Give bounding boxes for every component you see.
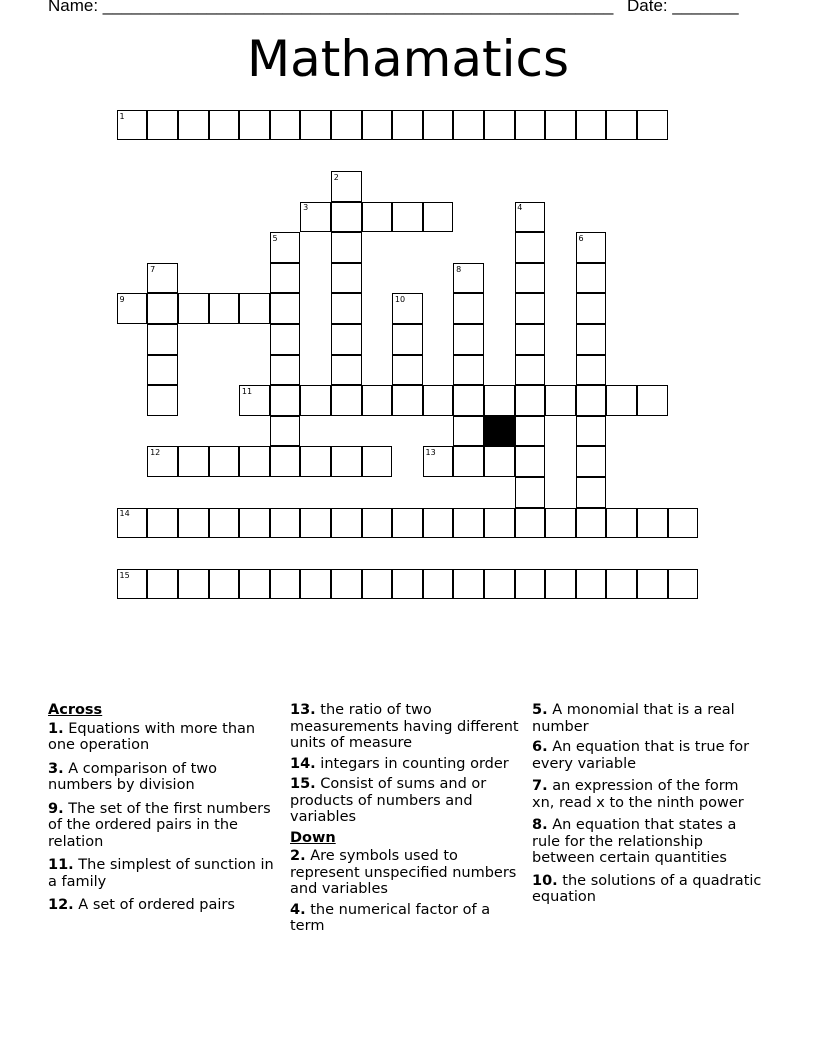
crossword-cell[interactable] (362, 508, 393, 539)
crossword-cell[interactable] (545, 385, 576, 416)
crossword-cell[interactable] (362, 446, 393, 477)
crossword-cell[interactable] (147, 110, 178, 141)
crossword-cell[interactable] (515, 110, 546, 141)
crossword-cell[interactable] (637, 385, 668, 416)
crossword-cell[interactable] (362, 569, 393, 600)
clue-number-label: 6 (578, 233, 584, 243)
crossword-cell[interactable] (423, 569, 454, 600)
crossword-cell[interactable] (300, 110, 331, 141)
crossword-cell[interactable] (239, 508, 270, 539)
crossword-cell[interactable] (300, 569, 331, 600)
crossword-cell[interactable] (515, 263, 546, 294)
crossword-cell[interactable] (453, 293, 484, 324)
crossword-cell[interactable] (484, 569, 515, 600)
crossword-cell[interactable] (576, 477, 607, 508)
crossword-cell[interactable] (668, 569, 699, 600)
clue-down-7 (532, 778, 764, 811)
crossword-cell[interactable] (423, 202, 454, 233)
clue-number-label: 15 (119, 570, 130, 580)
clue-number-label: 11 (241, 386, 253, 396)
crossword-cell[interactable] (209, 446, 240, 477)
clue-number-label: 5 (272, 233, 278, 243)
crossword-cell[interactable] (576, 324, 607, 355)
crossword-cell[interactable] (392, 202, 423, 233)
clue-text: the solutions of a quadratic equation (532, 872, 762, 905)
crossword-cell[interactable] (392, 508, 423, 539)
clue-across-13 (290, 702, 522, 752)
crossword-cell[interactable] (331, 569, 362, 600)
crossword-cell[interactable] (209, 293, 240, 324)
crossword-cell[interactable] (270, 569, 301, 600)
crossword-cell[interactable] (423, 110, 454, 141)
crossword-cell[interactable] (637, 569, 668, 600)
crossword-cell[interactable] (270, 416, 301, 447)
clue-number: 15. (290, 776, 316, 792)
crossword-cell[interactable] (392, 569, 423, 600)
across-heading: Across (48, 702, 103, 718)
crossword-cell[interactable] (637, 110, 668, 141)
crossword-cell[interactable] (300, 446, 331, 477)
clue-across-3 (48, 761, 280, 794)
crossword-cell[interactable] (270, 263, 301, 294)
clue-number: 8. (532, 817, 548, 833)
crossword-cell[interactable] (331, 355, 362, 386)
clue-down-2 (290, 848, 522, 898)
crossword-cell[interactable] (453, 324, 484, 355)
crossword-cell[interactable] (270, 293, 301, 324)
crossword-cell[interactable] (300, 385, 331, 416)
crossword-cell[interactable] (484, 508, 515, 539)
crossword-cell[interactable] (147, 385, 178, 416)
crossword-cell[interactable] (270, 385, 301, 416)
down-heading: Down (290, 829, 336, 846)
crossword-cell[interactable] (239, 110, 270, 141)
clue-number-label: 9 (119, 295, 125, 305)
crossword-cell[interactable] (515, 477, 546, 508)
crossword-cell[interactable] (576, 355, 607, 386)
crossword-cell[interactable] (147, 508, 178, 539)
clues-column-3 (532, 702, 764, 913)
crossword-cell[interactable] (239, 293, 270, 324)
clue-text: Consist of sums and or products of numbers and variables (290, 776, 487, 825)
crossword-cell[interactable] (331, 232, 362, 263)
clue-down-4 (290, 902, 522, 935)
clue-number-label: 10 (394, 295, 406, 305)
crossword-cell[interactable] (423, 385, 454, 416)
clue-number: 3. (48, 760, 64, 777)
clue-number: 13. (290, 702, 316, 718)
crossword-cell[interactable] (209, 110, 240, 141)
crossword-cell[interactable] (453, 416, 484, 447)
crossword-cell[interactable] (576, 416, 607, 447)
crossword-cell[interactable] (515, 324, 546, 355)
clue-text: An equation that states a rule for the relationship between certain quantities (532, 817, 737, 866)
crossword-cell[interactable] (576, 263, 607, 294)
crossword-cell[interactable] (362, 385, 393, 416)
clues-column-2 (290, 702, 522, 942)
crossword-cell[interactable] (270, 324, 301, 355)
crossword-cell[interactable] (331, 385, 362, 416)
crossword-cell[interactable] (270, 110, 301, 141)
clue-number-label: 2 (333, 172, 339, 182)
crossword-cell[interactable] (515, 355, 546, 386)
crossword-cell[interactable] (362, 110, 393, 141)
crossword-cell[interactable] (453, 355, 484, 386)
crossword-cell[interactable] (515, 508, 546, 539)
crossword-cell[interactable] (392, 110, 423, 141)
crossword-cell[interactable] (484, 110, 515, 141)
clue-number: 5. (532, 702, 548, 718)
clue-text: the ratio of two measurements having different units of measure (290, 702, 519, 751)
clue-across-1 (48, 721, 280, 754)
crossword-black-cell (484, 416, 515, 447)
crossword-cell[interactable] (392, 355, 423, 386)
crossword-cell[interactable] (576, 446, 607, 477)
crossword-cell[interactable] (300, 508, 331, 539)
clue-number-label: 13 (425, 448, 436, 458)
crossword-cell[interactable] (545, 110, 576, 141)
clue-number-label: 1 (119, 111, 125, 121)
crossword-cell[interactable] (270, 355, 301, 386)
crossword-cell[interactable] (331, 324, 362, 355)
clue-text: An equation that is true for every variable (532, 739, 750, 772)
crossword-cell[interactable] (515, 232, 546, 263)
clue-text: The set of the first numbers of the ordered pairs in the relation (48, 800, 271, 850)
crossword-cell[interactable] (453, 446, 484, 477)
crossword-cell[interactable] (270, 446, 301, 477)
crossword-cell[interactable] (362, 202, 393, 233)
crossword-cell[interactable] (484, 446, 515, 477)
crossword-cell[interactable] (178, 446, 209, 477)
clue-text: A set of ordered pairs (78, 897, 235, 913)
clue-number: 11. (48, 857, 74, 873)
crossword-cell[interactable] (270, 508, 301, 539)
crossword-cell[interactable] (331, 508, 362, 539)
clue-number-label: 3 (303, 203, 309, 213)
crossword-cell[interactable] (453, 385, 484, 416)
crossword-cell[interactable] (576, 293, 607, 324)
name-field-label: Name: ______________________________________________________ (48, 0, 614, 15)
crossword-cell[interactable] (147, 293, 178, 324)
clue-text: The simplest of sunction in a family (48, 857, 274, 890)
crossword-cell[interactable] (239, 569, 270, 600)
crossword-cell[interactable] (392, 324, 423, 355)
clue-number: 12. (48, 897, 74, 913)
clue-down-10 (532, 873, 764, 906)
clue-number: 6. (532, 739, 548, 755)
clue-text: A comparison of two numbers by division (48, 760, 218, 793)
crossword-cell[interactable] (606, 508, 637, 539)
crossword-cell[interactable] (484, 385, 515, 416)
crossword-cell[interactable] (178, 293, 209, 324)
crossword-cell[interactable] (545, 569, 576, 600)
clues-column-1 (48, 702, 280, 921)
crossword-cell[interactable] (515, 416, 546, 447)
crossword-cell[interactable] (209, 508, 240, 539)
clue-text: the numerical factor of a term (290, 901, 491, 934)
clue-text: A monomial that is a real number (532, 702, 735, 735)
crossword-cell[interactable] (209, 569, 240, 600)
crossword-cell[interactable] (423, 508, 454, 539)
crossword-cell[interactable] (606, 110, 637, 141)
clue-across-15 (290, 776, 522, 826)
clue-text: an expression of the form xn, read x to the ninth power (532, 778, 744, 811)
crossword-cell[interactable] (453, 110, 484, 141)
clue-number-label: 8 (456, 264, 462, 274)
clue-number: 1. (48, 720, 64, 737)
clue-number: 4. (290, 901, 306, 918)
clue-across-12 (48, 897, 280, 914)
clue-number: 7. (532, 778, 548, 794)
crossword-cell[interactable] (178, 569, 209, 600)
crossword-cell[interactable] (637, 508, 668, 539)
crossword-cell[interactable] (576, 508, 607, 539)
crossword-cell[interactable] (331, 293, 362, 324)
clue-number: 14. (290, 755, 316, 772)
clue-down-6 (532, 739, 764, 772)
crossword-cell[interactable] (147, 569, 178, 600)
clue-number: 10. (532, 872, 558, 889)
clue-number: 2. (290, 848, 306, 864)
crossword-cell[interactable] (515, 569, 546, 600)
crossword-cell[interactable] (668, 508, 699, 539)
crossword-cell[interactable] (453, 569, 484, 600)
crossword-cell[interactable] (331, 110, 362, 141)
crossword-cell[interactable] (147, 324, 178, 355)
crossword-cell[interactable] (178, 110, 209, 141)
clue-text: Equations with more than one operation (48, 720, 256, 753)
crossword-cell[interactable] (606, 569, 637, 600)
clue-across-11 (48, 857, 280, 890)
crossword-cell[interactable] (576, 110, 607, 141)
crossword-cell[interactable] (239, 446, 270, 477)
crossword-cell[interactable] (515, 385, 546, 416)
crossword-cell[interactable] (331, 202, 362, 233)
clue-number-label: 4 (517, 203, 523, 213)
crossword-cell[interactable] (331, 446, 362, 477)
clue-number: 9. (48, 800, 64, 817)
crossword-cell[interactable] (392, 385, 423, 416)
crossword-cell[interactable] (576, 385, 607, 416)
clue-number-label: 14 (119, 509, 130, 519)
crossword-cell[interactable] (576, 569, 607, 600)
clue-across-9 (48, 801, 280, 851)
crossword-cell[interactable] (178, 508, 209, 539)
clue-across-14 (290, 756, 522, 773)
crossword-cell[interactable] (606, 385, 637, 416)
crossword-cell[interactable] (453, 508, 484, 539)
page-title: Mathamatics (246, 30, 570, 88)
crossword-cell[interactable] (515, 293, 546, 324)
crossword-cell[interactable] (331, 263, 362, 294)
clue-number-label: 7 (150, 264, 156, 274)
crossword-cell[interactable] (147, 355, 178, 386)
date-field-label: Date: _______ (627, 0, 739, 15)
clue-text: integars in counting order (320, 755, 509, 772)
clue-down-8 (532, 817, 764, 867)
clue-number-label: 12 (150, 448, 161, 458)
clue-down-5 (532, 702, 764, 735)
crossword-cell[interactable] (545, 508, 576, 539)
clue-text: Are symbols used to represent unspecified numbers and variables (290, 848, 517, 897)
crossword-cell[interactable] (515, 446, 546, 477)
